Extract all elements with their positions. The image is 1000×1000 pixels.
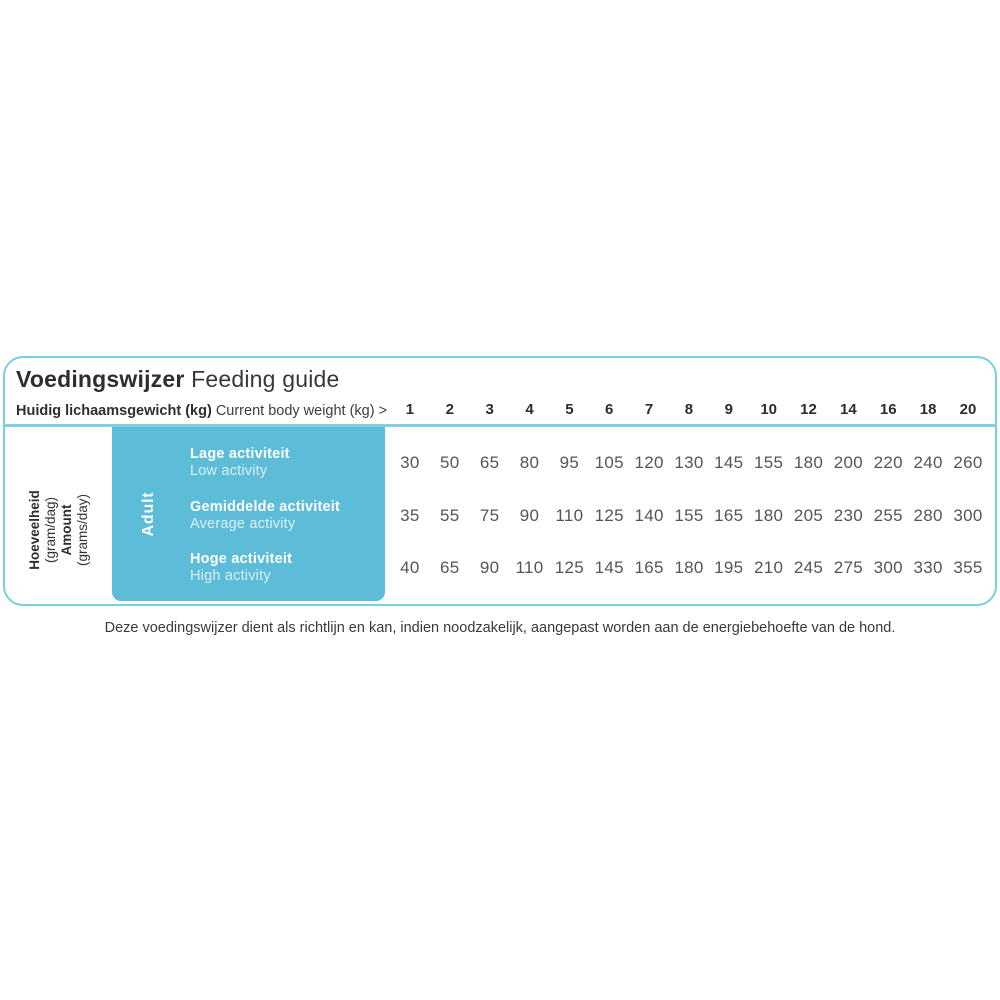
amount-value-cell: 105 <box>594 453 624 472</box>
amount-value-cell: 90 <box>519 506 540 525</box>
amount-value-cell: 220 <box>873 453 903 472</box>
weight-label-english: Current body weight (kg) > <box>215 403 388 419</box>
weight-header-cell: 7 <box>644 401 654 418</box>
card-title-english: Feeding guide <box>191 366 340 392</box>
amount-axis-dutch: Hoeveelheid <box>27 490 42 570</box>
amount-value-cell: 75 <box>479 506 500 525</box>
amount-value-cell: 110 <box>555 506 584 525</box>
life-stage-label: Adult <box>140 491 157 537</box>
amount-axis-dutch-unit: (gram/dag) <box>43 496 58 564</box>
activity-label-english: High activity <box>190 568 271 584</box>
amount-value-cell: 210 <box>754 558 784 577</box>
amount-value-cell: 120 <box>634 453 664 472</box>
values-row <box>390 558 988 578</box>
amount-axis-english-unit: (grams/day) <box>75 494 90 567</box>
weight-header-cell: 14 <box>840 401 857 418</box>
amount-value-cell: 200 <box>833 453 864 472</box>
activity-label <box>190 499 340 533</box>
amount-value-cell: 355 <box>953 558 983 577</box>
card-title <box>16 366 340 393</box>
amount-axis-english: Amount <box>59 504 74 556</box>
weight-header-label <box>16 403 387 419</box>
amount-value-cell: 130 <box>674 453 704 472</box>
feeding-guide-footnote: Deze voedingswijzer dient als richtlijn en kan, indien noodzakelijk, aangepast worden aan de energiebehoefte van de hond. <box>104 620 896 636</box>
activity-label-dutch: Hoge activiteit <box>190 551 293 567</box>
card-title-dutch: Voedingswijzer <box>16 366 185 392</box>
weight-header-cell: 16 <box>879 401 897 418</box>
amount-value-cell: 125 <box>554 558 584 577</box>
weight-header-row <box>390 401 988 418</box>
amount-value-cell: 205 <box>793 506 824 525</box>
amount-value-cell: 55 <box>440 506 460 525</box>
amount-value-cell: 165 <box>714 506 744 525</box>
activity-label-dutch: Gemiddelde activiteit <box>190 499 341 515</box>
weight-header-cell: 20 <box>959 401 977 418</box>
activity-label-dutch: Lage activiteit <box>190 446 290 462</box>
weight-header-cell: 12 <box>800 401 817 418</box>
amount-value-cell: 280 <box>913 506 943 525</box>
amount-value-cell: 255 <box>873 506 903 525</box>
weight-header-cell: 1 <box>405 401 415 418</box>
amount-value-cell: 155 <box>754 453 784 472</box>
activity-label <box>190 551 292 585</box>
amount-value-cell: 230 <box>833 506 864 525</box>
amount-value-cell: 180 <box>754 506 784 525</box>
weight-label-dutch: Huidig lichaamsgewicht (kg) <box>16 403 212 419</box>
amount-value-cell: 50 <box>440 453 460 472</box>
amount-value-cell: 165 <box>634 558 664 577</box>
weight-header-cell: 10 <box>760 401 777 418</box>
weight-header-cell: 4 <box>525 401 534 418</box>
amount-value-cell: 125 <box>594 506 624 525</box>
activity-label-english: Low activity <box>190 463 268 479</box>
activity-row-low <box>5 445 995 481</box>
activity-label <box>190 446 290 480</box>
weight-header-cell: 18 <box>919 401 937 418</box>
weight-header-cell: 6 <box>605 401 614 418</box>
amount-value-cell: 65 <box>479 453 500 472</box>
amount-value-cell: 95 <box>559 453 580 472</box>
amount-value-cell: 275 <box>833 558 864 577</box>
amount-value-cell: 330 <box>913 558 943 577</box>
amount-value-cell: 155 <box>674 506 704 525</box>
weight-header-cell: 5 <box>565 401 574 418</box>
amount-value-cell: 300 <box>953 506 983 525</box>
weight-header-cell: 2 <box>445 401 454 418</box>
weight-header-cell: 9 <box>724 401 733 418</box>
amount-value-cell: 65 <box>440 558 460 577</box>
weight-header-cell: 8 <box>684 401 694 418</box>
amount-value-cell: 90 <box>479 558 500 577</box>
amount-value-cell: 180 <box>674 558 704 577</box>
amount-value-cell: 110 <box>515 558 544 577</box>
amount-value-cell: 140 <box>634 506 664 525</box>
activity-row-average <box>5 498 995 534</box>
values-row <box>390 453 988 473</box>
activity-label-english: Average activity <box>190 516 296 532</box>
amount-value-cell: 240 <box>913 453 943 472</box>
amount-value-cell: 80 <box>519 453 540 472</box>
amount-value-cell: 35 <box>400 506 420 525</box>
amount-value-cell: 300 <box>873 558 903 577</box>
activity-row-high <box>5 550 995 586</box>
weight-header-cell: 3 <box>485 401 494 418</box>
amount-value-cell: 30 <box>400 453 420 472</box>
amount-value-cell: 260 <box>953 453 983 472</box>
amount-value-cell: 245 <box>793 558 824 577</box>
amount-value-cell: 195 <box>714 558 744 577</box>
amount-value-cell: 180 <box>793 453 824 472</box>
feeding-guide-card <box>3 356 997 606</box>
amount-value-cell: 145 <box>714 453 744 472</box>
values-row <box>390 506 988 526</box>
amount-value-cell: 40 <box>400 558 420 577</box>
amount-value-cell: 145 <box>594 558 624 577</box>
